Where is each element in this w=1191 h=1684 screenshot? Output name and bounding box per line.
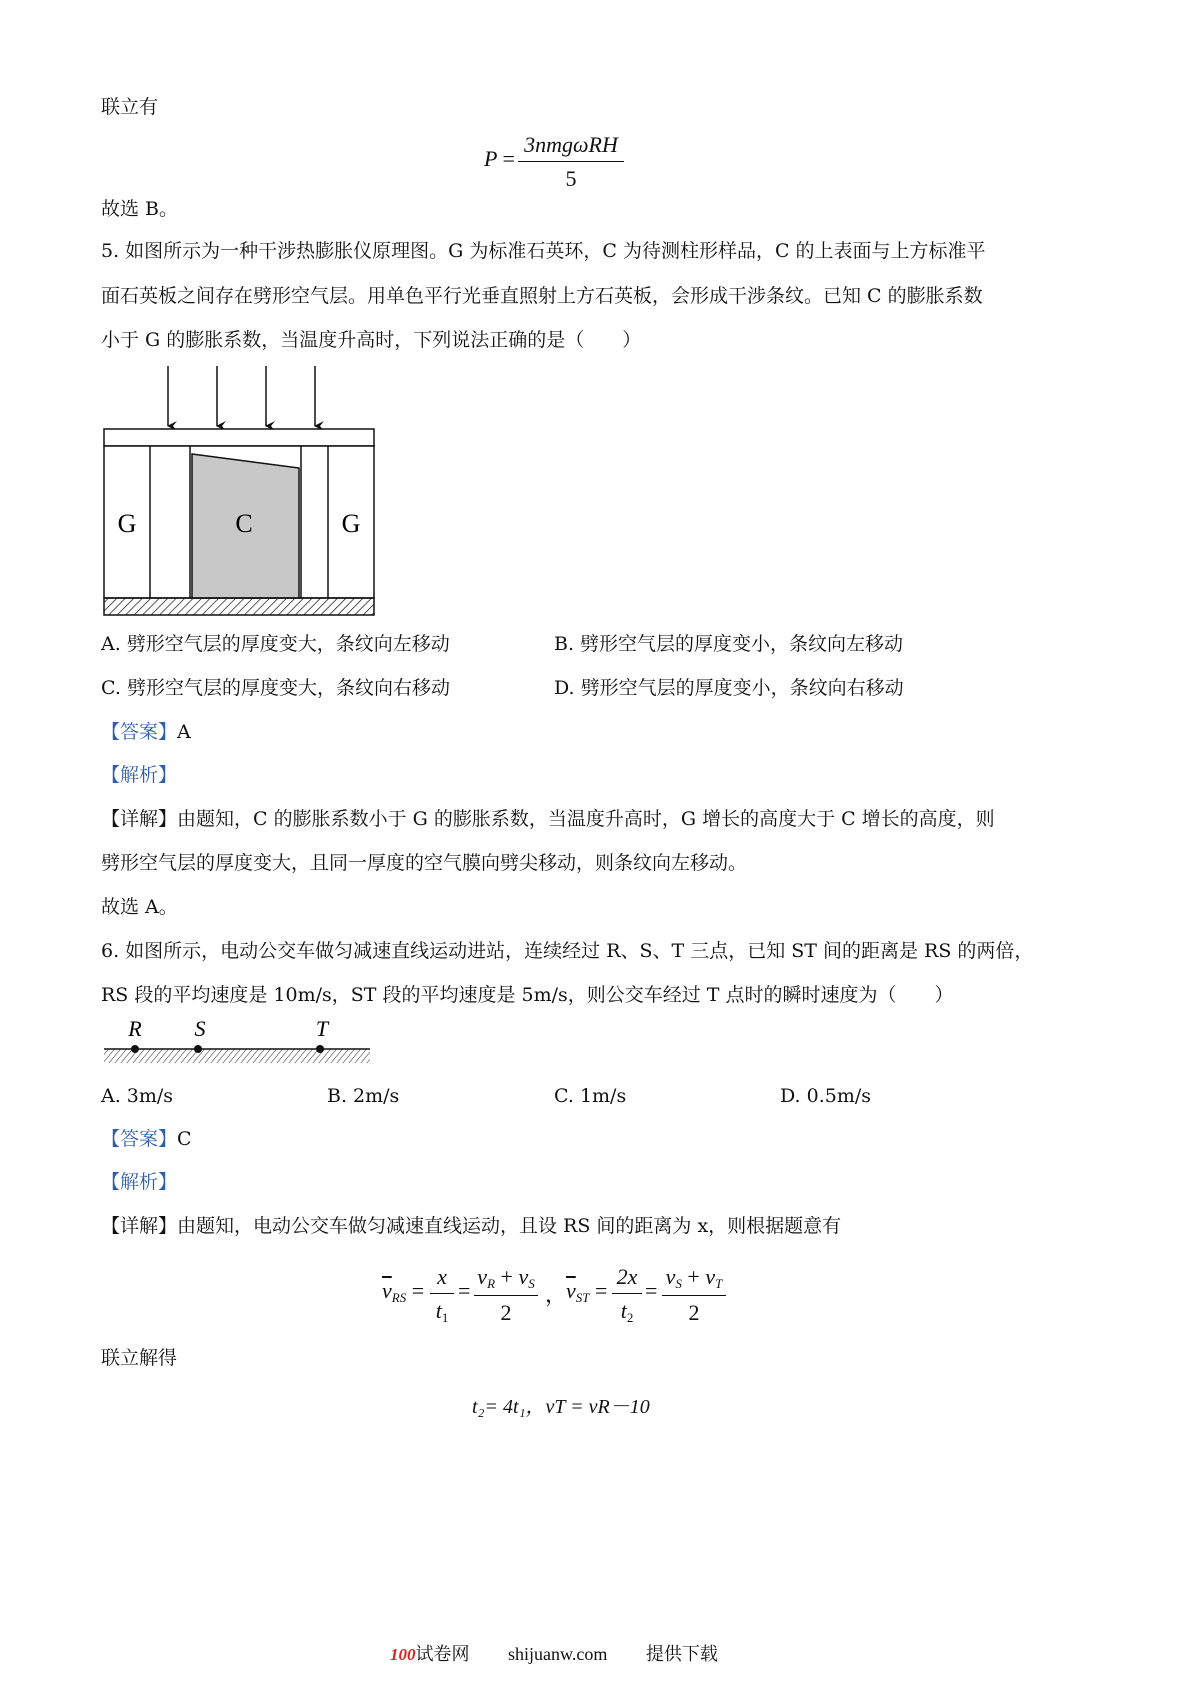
eq2-lhs: $\overline{v}_{ST}$ = (566, 1278, 608, 1305)
label-s: S (194, 1016, 206, 1041)
q6-stem-line2: RS 段的平均速度是 10m/s，ST 段的平均速度是 5m/s，则公交车经过 T 点时的瞬时速度为（ ） (101, 984, 954, 1006)
eq1-lhs: $\overline{v}_{RS}$ = (382, 1278, 425, 1305)
base (104, 598, 374, 615)
q5-stem-line3: 小于 G 的膨胀系数，当温度升高时，下列说法正确的是（ ） (101, 329, 642, 351)
q6-solve-label: 联立解得 (101, 1347, 178, 1369)
combine-text: 联立有 (101, 96, 159, 118)
eq1-frac2: $\frac{v_R + v_S}{2}$ (474, 1264, 538, 1326)
eq1-equals: = (458, 1278, 471, 1303)
q6-option-a: A. 3m/s (101, 1085, 174, 1107)
site-domain[interactable]: shijuanw.com (508, 1644, 608, 1664)
q5-detail-line1: 【详解】由题知，C 的膨胀系数小于 G 的膨胀系数，当温度升高时，G 增长的高度大于 C 增长的高度，则 (101, 808, 995, 830)
q5-option-b: B. 劈形空气层的厚度变小，条纹向左移动 (554, 633, 904, 655)
eq2-frac2: $\frac{v_S + v_T}{2}$ (662, 1264, 726, 1326)
point-r (131, 1045, 139, 1053)
q5-answer: 【答案】A (101, 721, 191, 743)
quartz-plate (104, 429, 374, 446)
footer (390, 1640, 718, 1666)
label-t: T (315, 1016, 329, 1041)
q6-option-c: C. 1m/s (554, 1085, 627, 1107)
label-g-right: G (341, 509, 361, 538)
q6-result: t₂= 4t₁，vT = vR－10 (472, 1396, 650, 1418)
interferometer-figure (100, 360, 380, 620)
formula-fraction: 3nmgωRH 5 (518, 132, 624, 192)
q5-option-a: A. 劈形空气层的厚度变大，条纹向左移动 (101, 633, 450, 655)
site-name: 试卷网 (415, 1644, 470, 1664)
road-figure (100, 1016, 375, 1068)
label-c: C (235, 509, 253, 538)
q5-option-c: C. 劈形空气层的厚度变大，条纹向右移动 (101, 677, 450, 699)
download-text: 提供下载 (645, 1644, 718, 1664)
q6-option-b: B. 2m/s (327, 1085, 400, 1107)
q4-conclusion: 故选 B。 (101, 198, 179, 220)
point-t (316, 1045, 324, 1053)
q5-detail-line2: 劈形空气层的厚度变大，且同一厚度的空气膜向劈尖移动，则条纹向左移动。 (101, 852, 748, 874)
q6-answer: 【答案】C (101, 1128, 192, 1150)
formula-lhs: P = (484, 146, 515, 171)
q5-analysis-label: 【解析】 (101, 764, 178, 786)
q6-option-d: D. 0.5m/s (780, 1085, 872, 1107)
q5-option-d: D. 劈形空气层的厚度变小，条纹向右移动 (554, 677, 904, 699)
q5-stem-line2: 面石英板之间存在劈形空气层。用单色平行光垂直照射上方石英板，会形成干涉条纹。已知 C 的膨胀系数 (101, 285, 983, 307)
q6-stem-line1: 6. 如图所示，电动公交车做匀减速直线运动进站，连续经过 R、S、T 三点，已知 ST 间的距离是 RS 的两倍， (101, 940, 1034, 962)
label-g-left: G (117, 509, 137, 538)
eq2-equals: = (645, 1278, 658, 1303)
point-s (194, 1045, 202, 1053)
q5-conclusion: 故选 A。 (101, 896, 178, 918)
q6-analysis-label: 【解析】 (101, 1171, 178, 1193)
eq1-frac1: $\frac{x}{t_1}$ (430, 1264, 454, 1326)
eq2-frac1: $\frac{2x}{t_2}$ (612, 1264, 642, 1326)
site-logo: 100 (390, 1645, 416, 1664)
q5-stem-line1: 5. 如图所示为一种干涉热膨胀仪原理图。G 为标准石英环，C 为待测柱形样品，C 的上表面与上方标准平 (101, 240, 986, 262)
label-r: R (128, 1016, 142, 1041)
eq-separator: ， (545, 1282, 568, 1307)
q6-detail-line1: 【详解】由题知，电动公交车做匀减速直线运动，且设 RS 间的距离为 x，则根据题意有 (101, 1215, 842, 1237)
